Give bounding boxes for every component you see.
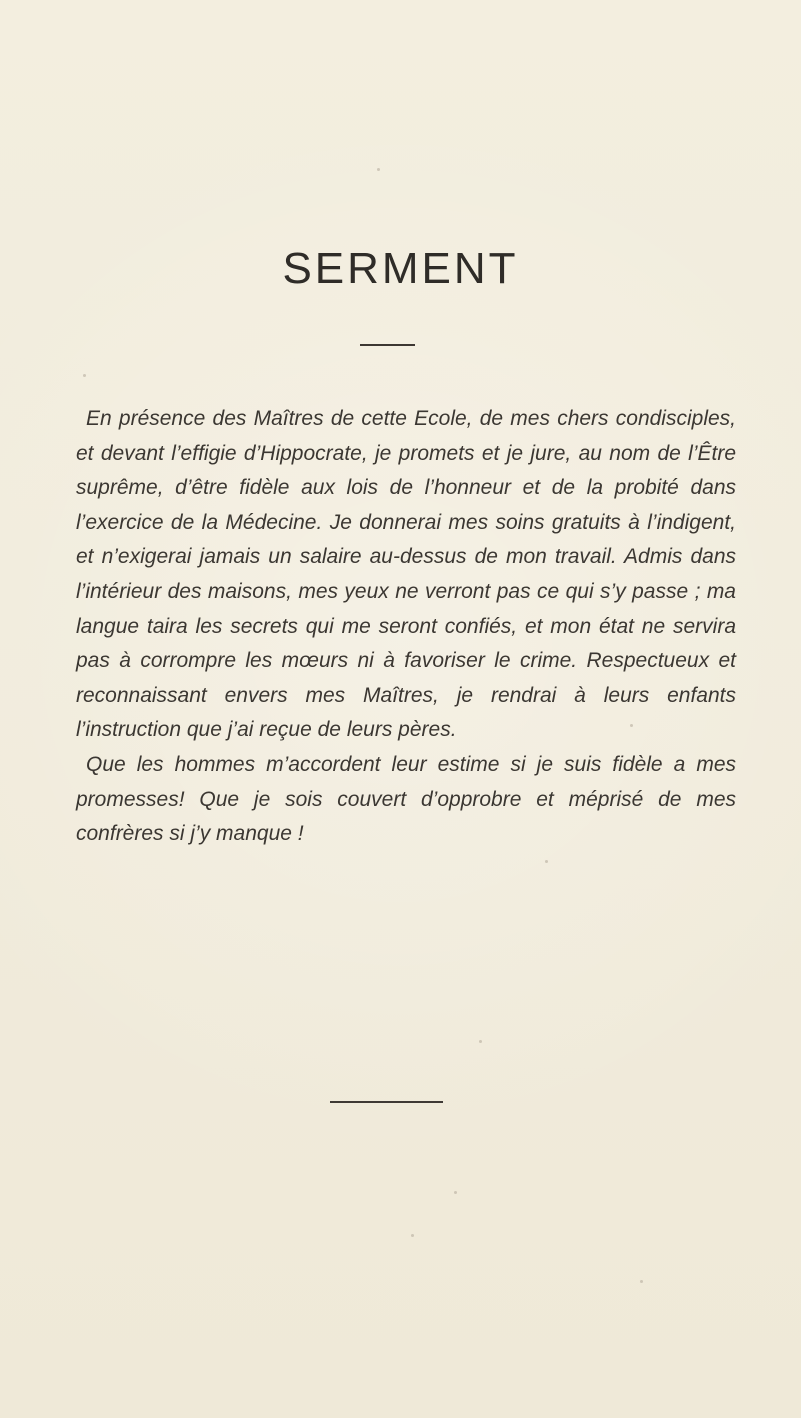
- oath-text: [76, 402, 736, 852]
- oath-paragraph-2: Que les hommes m’accordent leur estime si je suis fidèle a mes promesses! Que je sois couvert d’opprobre et méprisé de mes confrères si j’y manque !: [76, 752, 736, 846]
- paper-speck: [411, 1234, 414, 1237]
- paper-speck: [640, 1280, 643, 1283]
- paper-speck: [377, 168, 380, 171]
- paper-speck: [454, 1191, 457, 1194]
- paper-speck: [630, 724, 633, 727]
- paper-speck: [83, 374, 86, 377]
- paper-speck: [545, 860, 548, 863]
- paper-speck: [479, 1040, 482, 1043]
- title-divider: [360, 344, 415, 346]
- closing-divider: [330, 1101, 443, 1103]
- oath-paragraph-1: En présence des Maîtres de cette Ecole, de mes chers condisciples, et devant l’effigie d’Hippocrate, je promets et je jure, au nom de l’Être suprême, d’être fidèle aux lois de l’honneur et de la probité dans l’exercice de la Médecine. Je donnerai mes soins gratuits à l’indigent, et n’exigerai jamais un salaire au-dessus de mon travail. Admis dans l’intérieur des maisons, mes yeux ne verront pas ce qui s’y passe ; ma langue taira les secrets qui me seront confiés, et mon état ne servira pas à corrompre les mœurs ni à favoriser le crime. Respectueux et reconnaissant envers mes Maîtres, je rendrai à leurs enfants l’instruction que j’ai reçue de leurs pères.: [76, 407, 736, 742]
- page-title: SERMENT: [282, 244, 519, 293]
